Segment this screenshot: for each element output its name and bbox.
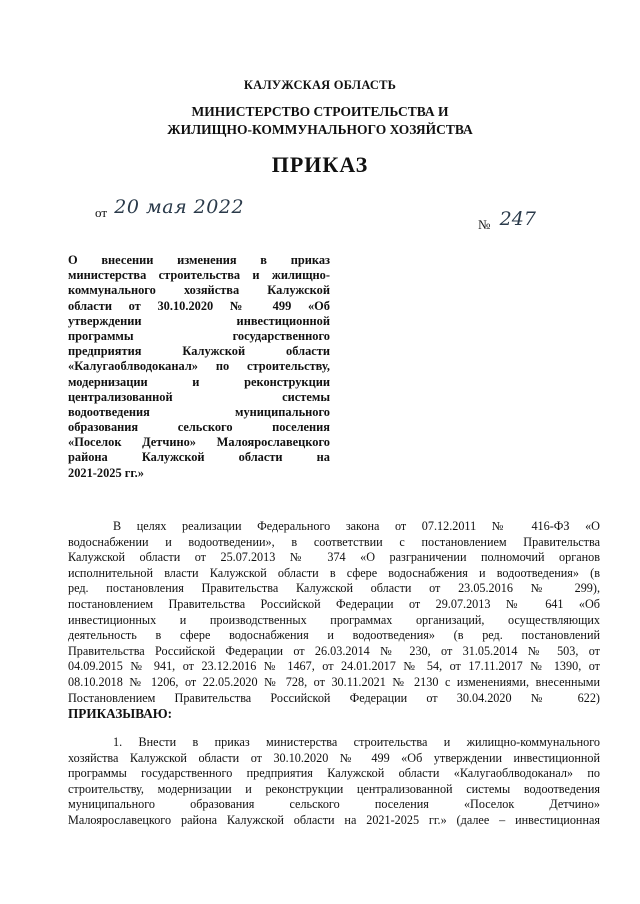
body-line: Постановлением Правительства Российской Федерации от 30.04.2020 № 622) <box>68 690 600 705</box>
body-line: строительству, модернизации и реконструкции централизованной системы водоотведения <box>68 781 600 796</box>
body-line: В целях реализации Федерального закона от 07.12.2011 № 416-ФЗ «О <box>113 519 600 533</box>
body-line: хозяйства Калужской области от 30.10.2020 № 499 «Об утверждении инвестиционной <box>68 750 600 765</box>
body-line: Малоярославецкого района Калужской области на 2021-2025 гг.» (далее – инвестиционная <box>68 812 600 827</box>
order-number <box>478 208 588 234</box>
subject-line: предприятия Калужской области <box>68 344 330 359</box>
order-directive: ПРИКАЗЫВАЮ: <box>68 706 172 722</box>
number-handwritten: 247 <box>499 208 536 230</box>
body-line: муниципального образования сельского поселения «Поселок Детчино» <box>68 797 600 812</box>
date-prefix: от <box>95 205 108 220</box>
body-line: программы государственного предприятия Калужской области «Калугаоблводоканал» по <box>68 766 600 781</box>
body-line: 1. Внести в приказ министерства строительства и жилищно-коммунального <box>113 735 600 749</box>
preamble-paragraph <box>68 519 600 722</box>
date-handwritten: 20 мая 2022 <box>114 196 245 218</box>
body-line: 04.09.2015 № 941, от 23.12.2016 № 1467, от 24.01.2017 № 54, от 17.11.2017 № 1390, от <box>68 659 600 674</box>
subject-line: «Калугаоблводоканал» по строительству, <box>68 359 330 374</box>
body-line: инвестиционных и производственных программах организаций, осуществляющих <box>68 612 600 627</box>
subject-line: 2021-2025 гг.» <box>68 465 144 480</box>
number-prefix: № <box>478 217 491 232</box>
region-heading: КАЛУЖСКАЯ ОБЛАСТЬ <box>243 78 397 92</box>
body-line: исполнительной власти Калужской области в сфере водоснабжения и водоотведения» (в <box>68 565 600 580</box>
clause-1-paragraph <box>68 735 600 829</box>
subject-line: министерства строительства и жилищно- <box>68 268 330 283</box>
subject-line: централизованной системы <box>68 389 330 404</box>
ministry-heading-line1: МИНИСТЕРСТВО СТРОИТЕЛЬСТВА И <box>191 104 449 119</box>
subject-line: района Калужской области на <box>68 450 330 465</box>
ministry-heading-line2: ЖИЛИЩНО-КОММУНАЛЬНОГО ХОЗЯЙСТВА <box>167 122 473 137</box>
body-line: деятельность в сфере водоснабжения и водоотведения» (в ред. постановлений <box>68 628 600 643</box>
subject-line: утверждении инвестиционной <box>68 313 330 328</box>
subject-line: «Поселок Детчино» Малоярославецкого <box>68 435 330 450</box>
body-line: ред. постановления Правительства Калужской области от 23.05.2016 № 299), <box>68 581 600 596</box>
document-type-title: ПРИКАЗ <box>271 152 369 177</box>
subject-line: модернизации и реконструкции <box>68 374 330 389</box>
body-line: постановлением Правительства Российской Федерации от 29.07.2013 № 641 «Об <box>68 596 600 611</box>
order-subject <box>68 253 330 481</box>
body-line: Калужской области от 25.07.2013 № 374 «О разграничении полномочий органов <box>68 550 600 565</box>
subject-line: коммунального хозяйства Калужской <box>68 283 330 298</box>
subject-line: водоотведения муниципального <box>68 404 330 419</box>
order-date <box>95 196 515 222</box>
subject-line: программы государственного <box>68 328 330 343</box>
body-line: 08.10.2018 № 1206, от 22.05.2020 № 728, от 30.11.2021 № 2130 с изменениями, внесенными <box>68 674 600 689</box>
subject-line: образования сельского поселения <box>68 420 330 435</box>
subject-line: О внесении изменения в приказ <box>68 253 330 267</box>
body-line: водоснабжении и водоотведении», в соответствии с постановлением Правительства <box>68 534 600 549</box>
subject-line: области от 30.10.2020 № 499 «Об <box>68 298 330 313</box>
body-line: Правительства Российской Федерации от 26.03.2014 № 230, от 31.05.2014 № 503, от <box>68 643 600 658</box>
